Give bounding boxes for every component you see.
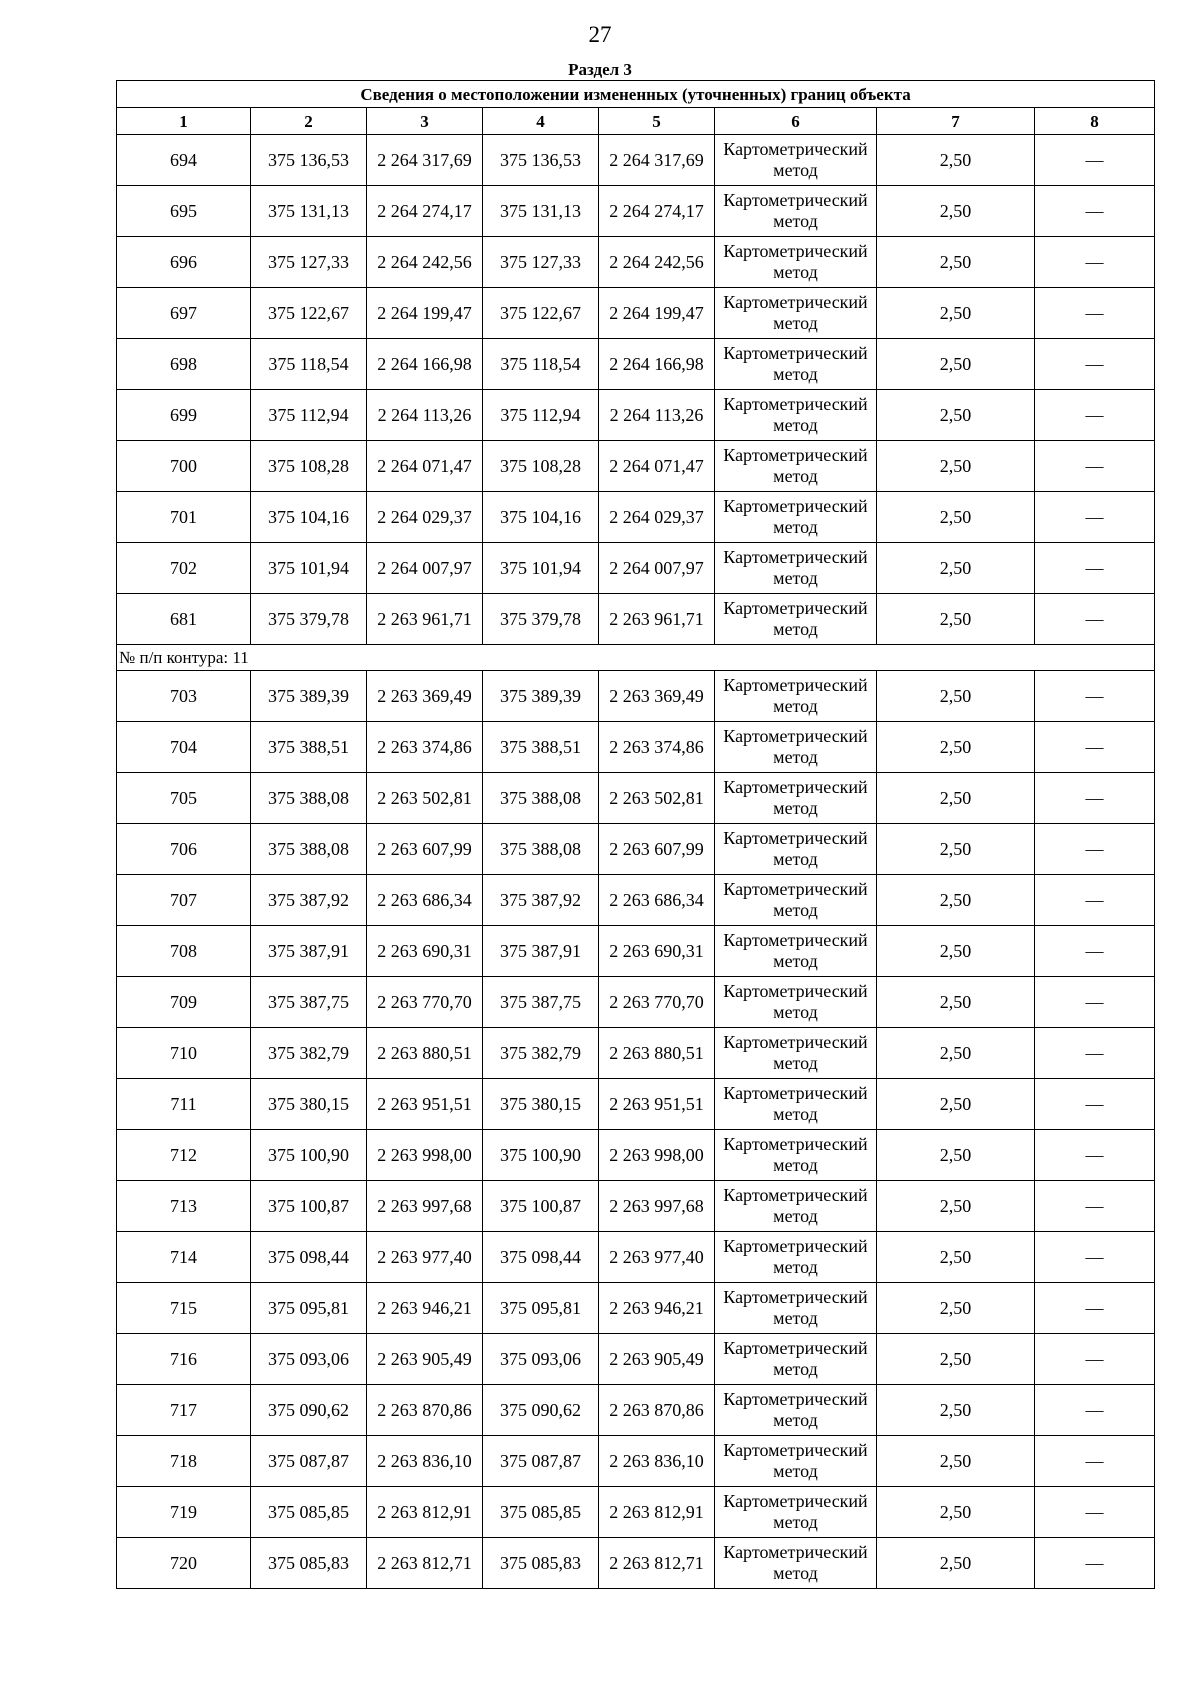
x-coordinate-existing-cell: 375 085,85 [251, 1487, 367, 1538]
point-number-cell: 717 [117, 1385, 251, 1436]
point-number-cell: 695 [117, 186, 251, 237]
accuracy-cell: 2,50 [877, 237, 1035, 288]
x-coordinate-refined-cell: 375 388,51 [483, 722, 599, 773]
method-cell: Картометрический метод [715, 1487, 877, 1538]
y-coordinate-existing-cell: 2 263 770,70 [367, 977, 483, 1028]
accuracy-cell: 2,50 [877, 288, 1035, 339]
method-cell: Картометрический метод [715, 1232, 877, 1283]
y-coordinate-refined-cell: 2 264 166,98 [599, 339, 715, 390]
y-coordinate-existing-cell: 2 263 812,71 [367, 1538, 483, 1589]
accuracy-cell: 2,50 [877, 594, 1035, 645]
note-cell: — [1035, 1487, 1155, 1538]
note-cell: — [1035, 1028, 1155, 1079]
x-coordinate-refined-cell: 375 104,16 [483, 492, 599, 543]
point-number-cell: 701 [117, 492, 251, 543]
point-number-cell: 720 [117, 1538, 251, 1589]
y-coordinate-refined-cell: 2 263 880,51 [599, 1028, 715, 1079]
accuracy-cell: 2,50 [877, 339, 1035, 390]
accuracy-cell: 2,50 [877, 543, 1035, 594]
method-cell: Картометрический метод [715, 1538, 877, 1589]
x-coordinate-refined-cell: 375 387,75 [483, 977, 599, 1028]
x-coordinate-refined-cell: 375 387,91 [483, 926, 599, 977]
column-number: 4 [483, 108, 599, 135]
accuracy-cell: 2,50 [877, 1283, 1035, 1334]
method-cell: Картометрический метод [715, 1028, 877, 1079]
x-coordinate-refined-cell: 375 127,33 [483, 237, 599, 288]
x-coordinate-existing-cell: 375 100,90 [251, 1130, 367, 1181]
note-cell: — [1035, 977, 1155, 1028]
x-coordinate-refined-cell: 375 093,06 [483, 1334, 599, 1385]
x-coordinate-refined-cell: 375 100,90 [483, 1130, 599, 1181]
note-cell: — [1035, 1283, 1155, 1334]
note-cell: — [1035, 594, 1155, 645]
x-coordinate-refined-cell: 375 095,81 [483, 1283, 599, 1334]
x-coordinate-existing-cell: 375 127,33 [251, 237, 367, 288]
point-number-cell: 706 [117, 824, 251, 875]
y-coordinate-existing-cell: 2 264 007,97 [367, 543, 483, 594]
y-coordinate-refined-cell: 2 263 951,51 [599, 1079, 715, 1130]
accuracy-cell: 2,50 [877, 135, 1035, 186]
x-coordinate-existing-cell: 375 093,06 [251, 1334, 367, 1385]
method-cell: Картометрический метод [715, 1385, 877, 1436]
y-coordinate-refined-cell: 2 263 905,49 [599, 1334, 715, 1385]
y-coordinate-existing-cell: 2 264 242,56 [367, 237, 483, 288]
y-coordinate-existing-cell: 2 263 686,34 [367, 875, 483, 926]
x-coordinate-existing-cell: 375 387,75 [251, 977, 367, 1028]
x-coordinate-existing-cell: 375 100,87 [251, 1181, 367, 1232]
y-coordinate-existing-cell: 2 263 997,68 [367, 1181, 483, 1232]
table-row [117, 339, 1155, 390]
method-cell: Картометрический метод [715, 977, 877, 1028]
column-number: 5 [599, 108, 715, 135]
y-coordinate-existing-cell: 2 263 961,71 [367, 594, 483, 645]
accuracy-cell: 2,50 [877, 1538, 1035, 1589]
note-cell: — [1035, 237, 1155, 288]
point-number-cell: 711 [117, 1079, 251, 1130]
table-row [117, 1538, 1155, 1589]
y-coordinate-refined-cell: 2 264 317,69 [599, 135, 715, 186]
column-number: 3 [367, 108, 483, 135]
y-coordinate-existing-cell: 2 263 690,31 [367, 926, 483, 977]
accuracy-cell: 2,50 [877, 875, 1035, 926]
method-cell: Картометрический метод [715, 441, 877, 492]
method-cell: Картометрический метод [715, 1079, 877, 1130]
point-number-cell: 714 [117, 1232, 251, 1283]
method-cell: Картометрический метод [715, 1181, 877, 1232]
note-cell: — [1035, 390, 1155, 441]
accuracy-cell: 2,50 [877, 1079, 1035, 1130]
y-coordinate-existing-cell: 2 263 836,10 [367, 1436, 483, 1487]
method-cell: Картометрический метод [715, 1436, 877, 1487]
accuracy-cell: 2,50 [877, 773, 1035, 824]
table-row [117, 1283, 1155, 1334]
note-cell: — [1035, 875, 1155, 926]
y-coordinate-refined-cell: 2 264 242,56 [599, 237, 715, 288]
y-coordinate-existing-cell: 2 263 374,86 [367, 722, 483, 773]
x-coordinate-refined-cell: 375 090,62 [483, 1385, 599, 1436]
x-coordinate-existing-cell: 375 136,53 [251, 135, 367, 186]
x-coordinate-existing-cell: 375 388,08 [251, 773, 367, 824]
method-cell: Картометрический метод [715, 339, 877, 390]
table-caption-row [117, 81, 1155, 108]
note-cell: — [1035, 135, 1155, 186]
note-cell: — [1035, 543, 1155, 594]
y-coordinate-existing-cell: 2 263 369,49 [367, 671, 483, 722]
table-row [117, 1436, 1155, 1487]
table-row [117, 773, 1155, 824]
y-coordinate-refined-cell: 2 263 369,49 [599, 671, 715, 722]
y-coordinate-existing-cell: 2 263 905,49 [367, 1334, 483, 1385]
table-row [117, 1028, 1155, 1079]
point-number-cell: 715 [117, 1283, 251, 1334]
y-coordinate-refined-cell: 2 263 607,99 [599, 824, 715, 875]
method-cell: Картометрический метод [715, 594, 877, 645]
x-coordinate-refined-cell: 375 136,53 [483, 135, 599, 186]
table-row [117, 671, 1155, 722]
accuracy-cell: 2,50 [877, 1334, 1035, 1385]
table-row [117, 824, 1155, 875]
x-coordinate-existing-cell: 375 104,16 [251, 492, 367, 543]
point-number-cell: 698 [117, 339, 251, 390]
y-coordinate-existing-cell: 2 263 946,21 [367, 1283, 483, 1334]
x-coordinate-refined-cell: 375 118,54 [483, 339, 599, 390]
method-cell: Картометрический метод [715, 926, 877, 977]
point-number-cell: 716 [117, 1334, 251, 1385]
y-coordinate-refined-cell: 2 263 502,81 [599, 773, 715, 824]
x-coordinate-refined-cell: 375 131,13 [483, 186, 599, 237]
method-cell: Картометрический метод [715, 390, 877, 441]
x-coordinate-existing-cell: 375 380,15 [251, 1079, 367, 1130]
note-cell: — [1035, 1538, 1155, 1589]
x-coordinate-refined-cell: 375 112,94 [483, 390, 599, 441]
point-number-cell: 699 [117, 390, 251, 441]
x-coordinate-existing-cell: 375 112,94 [251, 390, 367, 441]
y-coordinate-refined-cell: 2 263 870,86 [599, 1385, 715, 1436]
method-cell: Картометрический метод [715, 1283, 877, 1334]
x-coordinate-refined-cell: 375 379,78 [483, 594, 599, 645]
point-number-cell: 707 [117, 875, 251, 926]
y-coordinate-refined-cell: 2 264 274,17 [599, 186, 715, 237]
y-coordinate-existing-cell: 2 264 029,37 [367, 492, 483, 543]
coordinates-table [116, 80, 1155, 1589]
table-row [117, 1385, 1155, 1436]
method-cell: Картометрический метод [715, 722, 877, 773]
y-coordinate-refined-cell: 2 264 071,47 [599, 441, 715, 492]
y-coordinate-refined-cell: 2 263 812,91 [599, 1487, 715, 1538]
x-coordinate-existing-cell: 375 122,67 [251, 288, 367, 339]
y-coordinate-refined-cell: 2 263 374,86 [599, 722, 715, 773]
method-cell: Картометрический метод [715, 543, 877, 594]
x-coordinate-refined-cell: 375 087,87 [483, 1436, 599, 1487]
table-row [117, 875, 1155, 926]
accuracy-cell: 2,50 [877, 1130, 1035, 1181]
note-cell: — [1035, 492, 1155, 543]
table-row [117, 186, 1155, 237]
method-cell: Картометрический метод [715, 773, 877, 824]
table-row [117, 1232, 1155, 1283]
table-row [117, 441, 1155, 492]
table-row [117, 594, 1155, 645]
x-coordinate-refined-cell: 375 085,85 [483, 1487, 599, 1538]
table-row [117, 1130, 1155, 1181]
y-coordinate-existing-cell: 2 264 071,47 [367, 441, 483, 492]
column-number: 8 [1035, 108, 1155, 135]
accuracy-cell: 2,50 [877, 492, 1035, 543]
column-number: 1 [117, 108, 251, 135]
point-number-cell: 713 [117, 1181, 251, 1232]
x-coordinate-refined-cell: 375 387,92 [483, 875, 599, 926]
table-row [117, 1181, 1155, 1232]
table-row [117, 237, 1155, 288]
x-coordinate-existing-cell: 375 131,13 [251, 186, 367, 237]
note-cell: — [1035, 722, 1155, 773]
y-coordinate-existing-cell: 2 263 998,00 [367, 1130, 483, 1181]
point-number-cell: 705 [117, 773, 251, 824]
accuracy-cell: 2,50 [877, 1487, 1035, 1538]
section-title: Раздел 3 [568, 60, 632, 79]
y-coordinate-existing-cell: 2 264 274,17 [367, 186, 483, 237]
note-cell: — [1035, 926, 1155, 977]
point-number-cell: 712 [117, 1130, 251, 1181]
contour-row [117, 645, 1155, 671]
note-cell: — [1035, 288, 1155, 339]
point-number-cell: 710 [117, 1028, 251, 1079]
method-cell: Картометрический метод [715, 671, 877, 722]
y-coordinate-existing-cell: 2 263 607,99 [367, 824, 483, 875]
table-row [117, 977, 1155, 1028]
method-cell: Картометрический метод [715, 135, 877, 186]
column-number: 7 [877, 108, 1035, 135]
x-coordinate-existing-cell: 375 387,92 [251, 875, 367, 926]
note-cell: — [1035, 1385, 1155, 1436]
point-number-cell: 696 [117, 237, 251, 288]
note-cell: — [1035, 671, 1155, 722]
y-coordinate-refined-cell: 2 263 686,34 [599, 875, 715, 926]
table-row [117, 390, 1155, 441]
method-cell: Картометрический метод [715, 186, 877, 237]
method-cell: Картометрический метод [715, 288, 877, 339]
table-row [117, 1334, 1155, 1385]
accuracy-cell: 2,50 [877, 977, 1035, 1028]
accuracy-cell: 2,50 [877, 186, 1035, 237]
x-coordinate-existing-cell: 375 087,87 [251, 1436, 367, 1487]
x-coordinate-refined-cell: 375 388,08 [483, 824, 599, 875]
y-coordinate-existing-cell: 2 263 812,91 [367, 1487, 483, 1538]
table-row [117, 1487, 1155, 1538]
y-coordinate-refined-cell: 2 263 977,40 [599, 1232, 715, 1283]
x-coordinate-existing-cell: 375 382,79 [251, 1028, 367, 1079]
x-coordinate-existing-cell: 375 118,54 [251, 339, 367, 390]
method-cell: Картометрический метод [715, 237, 877, 288]
accuracy-cell: 2,50 [877, 1181, 1035, 1232]
point-number-cell: 718 [117, 1436, 251, 1487]
table-row [117, 288, 1155, 339]
x-coordinate-refined-cell: 375 101,94 [483, 543, 599, 594]
page-number: 27 [588, 22, 612, 47]
y-coordinate-existing-cell: 2 264 317,69 [367, 135, 483, 186]
x-coordinate-existing-cell: 375 388,51 [251, 722, 367, 773]
note-cell: — [1035, 773, 1155, 824]
note-cell: — [1035, 1079, 1155, 1130]
table-row [117, 543, 1155, 594]
x-coordinate-refined-cell: 375 100,87 [483, 1181, 599, 1232]
x-coordinate-refined-cell: 375 122,67 [483, 288, 599, 339]
method-cell: Картометрический метод [715, 875, 877, 926]
accuracy-cell: 2,50 [877, 1028, 1035, 1079]
note-cell: — [1035, 441, 1155, 492]
point-number-cell: 719 [117, 1487, 251, 1538]
x-coordinate-existing-cell: 375 388,08 [251, 824, 367, 875]
x-coordinate-existing-cell: 375 108,28 [251, 441, 367, 492]
column-number-row [117, 108, 1155, 135]
accuracy-cell: 2,50 [877, 390, 1035, 441]
table-row [117, 926, 1155, 977]
accuracy-cell: 2,50 [877, 441, 1035, 492]
x-coordinate-existing-cell: 375 095,81 [251, 1283, 367, 1334]
y-coordinate-refined-cell: 2 264 029,37 [599, 492, 715, 543]
x-coordinate-existing-cell: 375 387,91 [251, 926, 367, 977]
y-coordinate-refined-cell: 2 263 836,10 [599, 1436, 715, 1487]
y-coordinate-refined-cell: 2 263 946,21 [599, 1283, 715, 1334]
accuracy-cell: 2,50 [877, 1385, 1035, 1436]
accuracy-cell: 2,50 [877, 671, 1035, 722]
y-coordinate-refined-cell: 2 263 690,31 [599, 926, 715, 977]
column-number: 2 [251, 108, 367, 135]
point-number-cell: 709 [117, 977, 251, 1028]
column-number: 6 [715, 108, 877, 135]
y-coordinate-existing-cell: 2 263 880,51 [367, 1028, 483, 1079]
y-coordinate-refined-cell: 2 264 199,47 [599, 288, 715, 339]
method-cell: Картометрический метод [715, 1334, 877, 1385]
point-number-cell: 681 [117, 594, 251, 645]
y-coordinate-refined-cell: 2 264 007,97 [599, 543, 715, 594]
note-cell: — [1035, 1181, 1155, 1232]
table-row [117, 722, 1155, 773]
y-coordinate-existing-cell: 2 264 199,47 [367, 288, 483, 339]
note-cell: — [1035, 1232, 1155, 1283]
y-coordinate-existing-cell: 2 263 951,51 [367, 1079, 483, 1130]
x-coordinate-existing-cell: 375 389,39 [251, 671, 367, 722]
table-row [117, 492, 1155, 543]
contour-label: № п/п контура: 11 [117, 645, 1155, 671]
accuracy-cell: 2,50 [877, 722, 1035, 773]
note-cell: — [1035, 1436, 1155, 1487]
method-cell: Картометрический метод [715, 1130, 877, 1181]
note-cell: — [1035, 186, 1155, 237]
x-coordinate-existing-cell: 375 098,44 [251, 1232, 367, 1283]
y-coordinate-existing-cell: 2 263 502,81 [367, 773, 483, 824]
accuracy-cell: 2,50 [877, 824, 1035, 875]
y-coordinate-refined-cell: 2 263 961,71 [599, 594, 715, 645]
point-number-cell: 703 [117, 671, 251, 722]
y-coordinate-refined-cell: 2 263 997,68 [599, 1181, 715, 1232]
x-coordinate-refined-cell: 375 085,83 [483, 1538, 599, 1589]
y-coordinate-existing-cell: 2 264 166,98 [367, 339, 483, 390]
y-coordinate-refined-cell: 2 263 770,70 [599, 977, 715, 1028]
table-row [117, 135, 1155, 186]
x-coordinate-existing-cell: 375 379,78 [251, 594, 367, 645]
x-coordinate-refined-cell: 375 380,15 [483, 1079, 599, 1130]
method-cell: Картометрический метод [715, 492, 877, 543]
x-coordinate-existing-cell: 375 085,83 [251, 1538, 367, 1589]
table-row [117, 1079, 1155, 1130]
accuracy-cell: 2,50 [877, 926, 1035, 977]
accuracy-cell: 2,50 [877, 1436, 1035, 1487]
accuracy-cell: 2,50 [877, 1232, 1035, 1283]
x-coordinate-refined-cell: 375 098,44 [483, 1232, 599, 1283]
method-cell: Картометрический метод [715, 824, 877, 875]
x-coordinate-existing-cell: 375 090,62 [251, 1385, 367, 1436]
point-number-cell: 708 [117, 926, 251, 977]
x-coordinate-refined-cell: 375 388,08 [483, 773, 599, 824]
x-coordinate-refined-cell: 375 108,28 [483, 441, 599, 492]
point-number-cell: 702 [117, 543, 251, 594]
y-coordinate-existing-cell: 2 263 870,86 [367, 1385, 483, 1436]
y-coordinate-refined-cell: 2 263 998,00 [599, 1130, 715, 1181]
note-cell: — [1035, 339, 1155, 390]
x-coordinate-existing-cell: 375 101,94 [251, 543, 367, 594]
x-coordinate-refined-cell: 375 389,39 [483, 671, 599, 722]
y-coordinate-refined-cell: 2 264 113,26 [599, 390, 715, 441]
note-cell: — [1035, 1130, 1155, 1181]
point-number-cell: 700 [117, 441, 251, 492]
point-number-cell: 704 [117, 722, 251, 773]
point-number-cell: 694 [117, 135, 251, 186]
y-coordinate-existing-cell: 2 263 977,40 [367, 1232, 483, 1283]
y-coordinate-refined-cell: 2 263 812,71 [599, 1538, 715, 1589]
point-number-cell: 697 [117, 288, 251, 339]
x-coordinate-refined-cell: 375 382,79 [483, 1028, 599, 1079]
y-coordinate-existing-cell: 2 264 113,26 [367, 390, 483, 441]
table-caption: Сведения о местоположении измененных (уточненных) границ объекта [117, 81, 1155, 108]
note-cell: — [1035, 1334, 1155, 1385]
note-cell: — [1035, 824, 1155, 875]
